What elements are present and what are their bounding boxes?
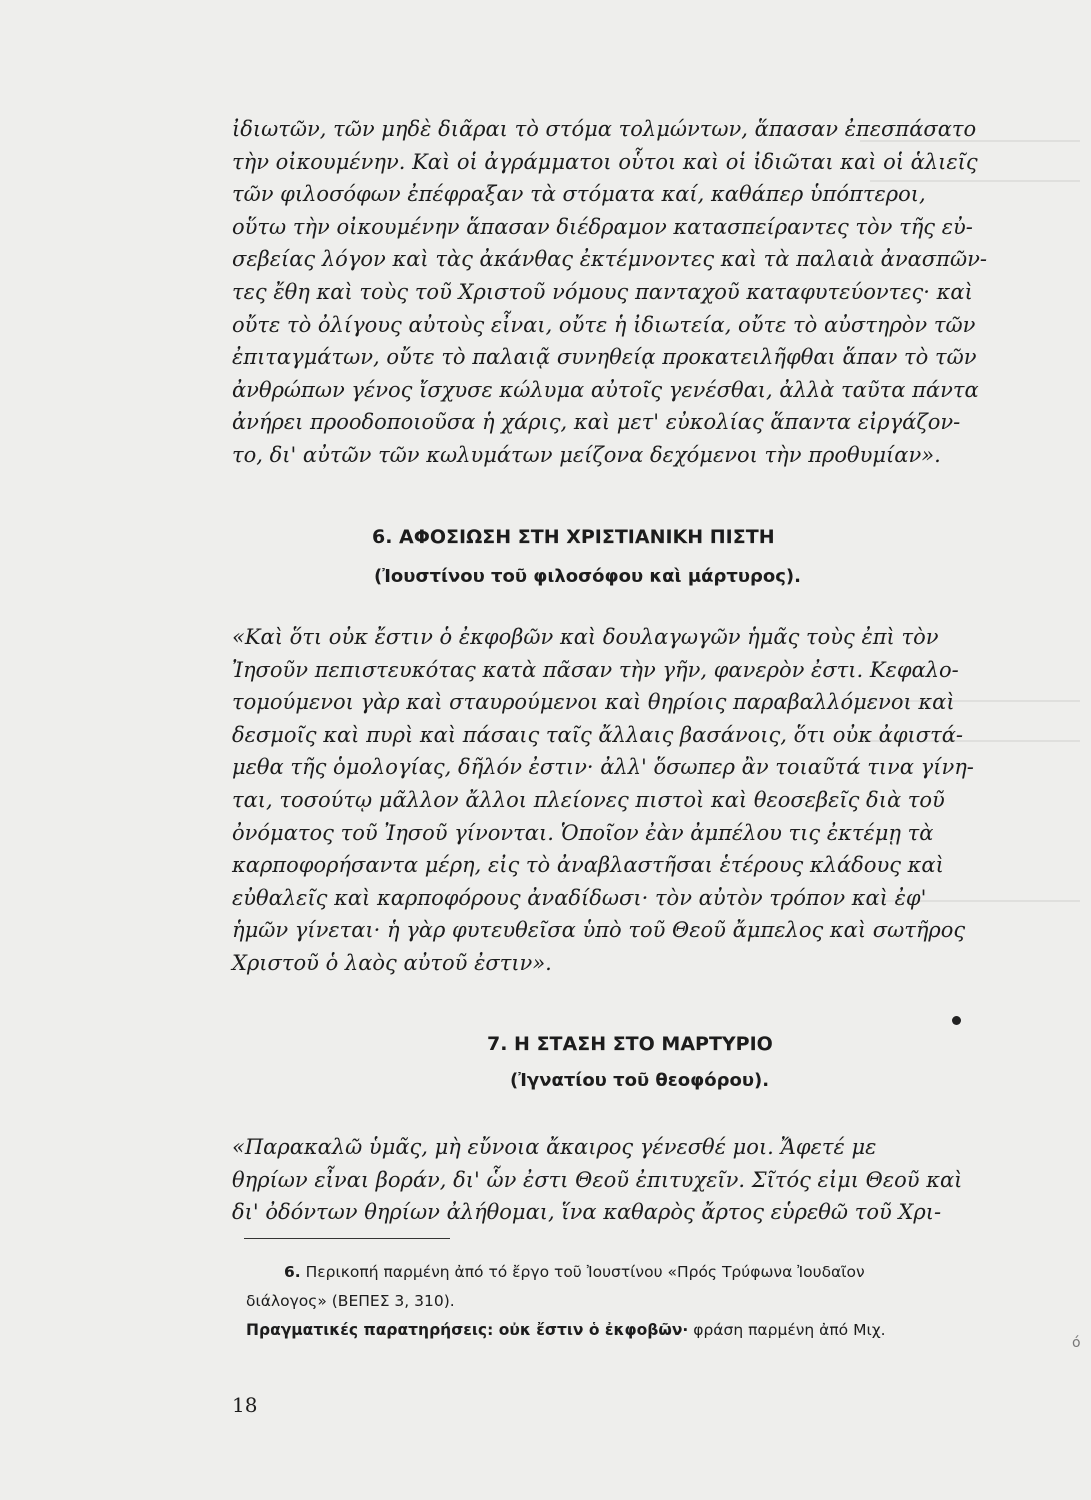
section-6-subtitle: (Ἰουστίνου τοῦ φιλοσόφου καὶ μάρτυρος). — [374, 566, 801, 587]
section-6-line: καρποφορήσαντα μέρη, εἰς τὸ ἀναβλαστῆσαι ἑτέρους κλάδους καὶ — [232, 853, 944, 878]
section-6-line: Χριστοῦ ὁ λαὸς αὐτοῦ ἐστιν». — [232, 950, 552, 975]
intro-line: ἀνθρώπων γένος ἴσχυσε κώλυμα αὐτοῖς γενέσθαι, ἀλλὰ ταῦτα πάντα — [232, 377, 979, 402]
footnote-rule — [244, 1238, 450, 1239]
bullet-mark — [952, 1016, 961, 1025]
section-6-line: μεθα τῆς ὁμολογίας, δῆλόν ἐστιν· ἀλλ' ὅσωπερ ἂν τοιαῦτά τινα γίνη- — [232, 755, 974, 780]
section-6-quote — [232, 621, 1072, 980]
section-7-line: δι' ὀδόντων θηρίων ἀλήθομαι, ἵνα καθαρὸς ἄρτος εὑρεθῶ τοῦ Χρι- — [232, 1200, 942, 1225]
notes-label: Πραγματικές παρατηρήσεις: οὐκ ἔστιν ὁ ἐκφοβῶν· — [246, 1321, 689, 1339]
margin-mark: ó — [1072, 1335, 1081, 1351]
intro-paragraph — [232, 113, 1072, 472]
intro-line: οὔτε τὸ ὀλίγους αὐτοὺς εἶναι, οὔτε ἡ ἰδιωτεία, οὔτε τὸ αὐστηρὸν τῶν — [232, 312, 976, 337]
section-6-line: ὀνόματος τοῦ Ἰησοῦ γίνονται. Ὁποῖον ἐὰν ἀμπέλου τις ἐκτέμῃ τὰ — [232, 820, 934, 845]
section-6-line: δεσμοῖς καὶ πυρὶ καὶ πάσαις ταῖς ἄλλαις βασάνοις, ὅτι οὐκ ἀφιστά- — [232, 722, 964, 747]
page-number: 18 — [232, 1393, 258, 1417]
footnote-notes-line — [246, 1316, 1081, 1345]
intro-line: ἰδιωτῶν, τῶν μηδὲ διᾶραι τὸ στόμα τολμώντων, ἅπασαν ἐπεσπάσατο — [232, 117, 977, 141]
section-6-line: ται, τοσούτῳ μᾶλλον ἄλλοι πλείονες πιστοὶ καὶ θεοσεβεῖς διὰ τοῦ — [232, 787, 945, 812]
footnote-6-line-1 — [284, 1258, 1091, 1287]
footnote-6-text: Περικοπή παρμένη ἀπό τό ἔργο τοῦ Ἰουστίνου «Πρός Τρύφωνα Ἰουδαῖον — [305, 1263, 865, 1281]
section-7-title: 7. Η ΣΤΑΣΗ ΣΤΟ ΜΑΡΤΥΡΙΟ — [487, 1033, 773, 1055]
section-7-quote — [232, 1131, 1072, 1229]
section-6-line: ἡμῶν γίνεται· ἡ γὰρ φυτευθεῖσα ὑπὸ τοῦ Θεοῦ ἄμπελος καὶ σωτῆρος — [232, 918, 966, 943]
intro-line: ἀνήρει προοδοποιοῦσα ἡ χάρις, καὶ μετ' εὐκολίας ἅπαντα εἰργάζον- — [232, 410, 961, 435]
intro-line: τὴν οἰκουμένην. Καὶ οἱ ἀγράμματοι οὗτοι καὶ οἱ ἰδιῶται καὶ οἱ ἁλιεῖς — [232, 149, 978, 174]
section-6-line: Ἰησοῦν πεπιστευκότας κατὰ πᾶσαν τὴν γῆν, φανερὸν ἐστι. Κεφαλο- — [232, 657, 959, 682]
section-7-line: θηρίων εἶναι βοράν, δι' ὧν ἐστι Θεοῦ ἐπιτυχεῖν. Σῖτός εἰμι Θεοῦ καὶ — [232, 1167, 963, 1192]
intro-line: σεβείας λόγον καὶ τὰς ἀκάνθας ἐκτέμνοντες καὶ τὰ παλαιὰ ἀνασπῶν- — [232, 247, 987, 272]
section-7-subtitle: (Ἰγνατίου τοῦ θεοφόρου). — [510, 1070, 770, 1091]
section-6-line: «Καὶ ὅτι οὐκ ἔστιν ὁ ἐκφοβῶν καὶ δουλαγωγῶν ἡμᾶς τοὺς ἐπὶ τὸν — [232, 625, 939, 649]
intro-line: το, δι' αὐτῶν τῶν κωλυμάτων μείζονα δεχόμενοι τὴν προθυμίαν». — [232, 442, 941, 467]
section-6-title: 6. ΑΦΟΣΙΩΣΗ ΣΤΗ ΧΡΙΣΤΙΑΝΙΚΗ ΠΙΣΤΗ — [372, 526, 775, 548]
footnote-number: 6. — [284, 1263, 301, 1281]
section-6-line: εὐθαλεῖς καὶ καρποφόρους ἀναδίδωσι· τὸν αὐτὸν τρόπον καὶ ἐφ' — [232, 885, 927, 910]
section-6-line: τομούμενοι γὰρ καὶ σταυρούμενοι καὶ θηρίοις παραβαλλόμενοι καὶ — [232, 690, 955, 715]
footnote-6-line-2: διάλογος» (ΒΕΠΕΣ 3, 310). — [246, 1292, 455, 1310]
section-7-line: «Παρακαλῶ ὑμᾶς, μὴ εὔνοια ἄκαιρος γένεσθέ μοι. Ἄφετέ με — [232, 1135, 877, 1159]
notes-text: φράση παρμένη ἀπό Μιχ. — [693, 1321, 886, 1339]
intro-line: τες ἔθη καὶ τοὺς τοῦ Χριστοῦ νόμους πανταχοῦ καταφυτεύοντες· καὶ — [232, 279, 973, 304]
intro-line: τῶν φιλοσόφων ἐπέφραξαν τὰ στόματα καί, καθάπερ ὑπόπτεροι, — [232, 182, 926, 207]
intro-line: οὕτω τὴν οἰκουμένην ἅπασαν διέδραμον κατασπείραντες τὸν τῆς εὐ- — [232, 214, 973, 239]
intro-line: ἐπιταγμάτων, οὔτε τὸ παλαιᾷ συνηθείᾳ προκατειλῆφθαι ἅπαν τὸ τῶν — [232, 345, 977, 370]
